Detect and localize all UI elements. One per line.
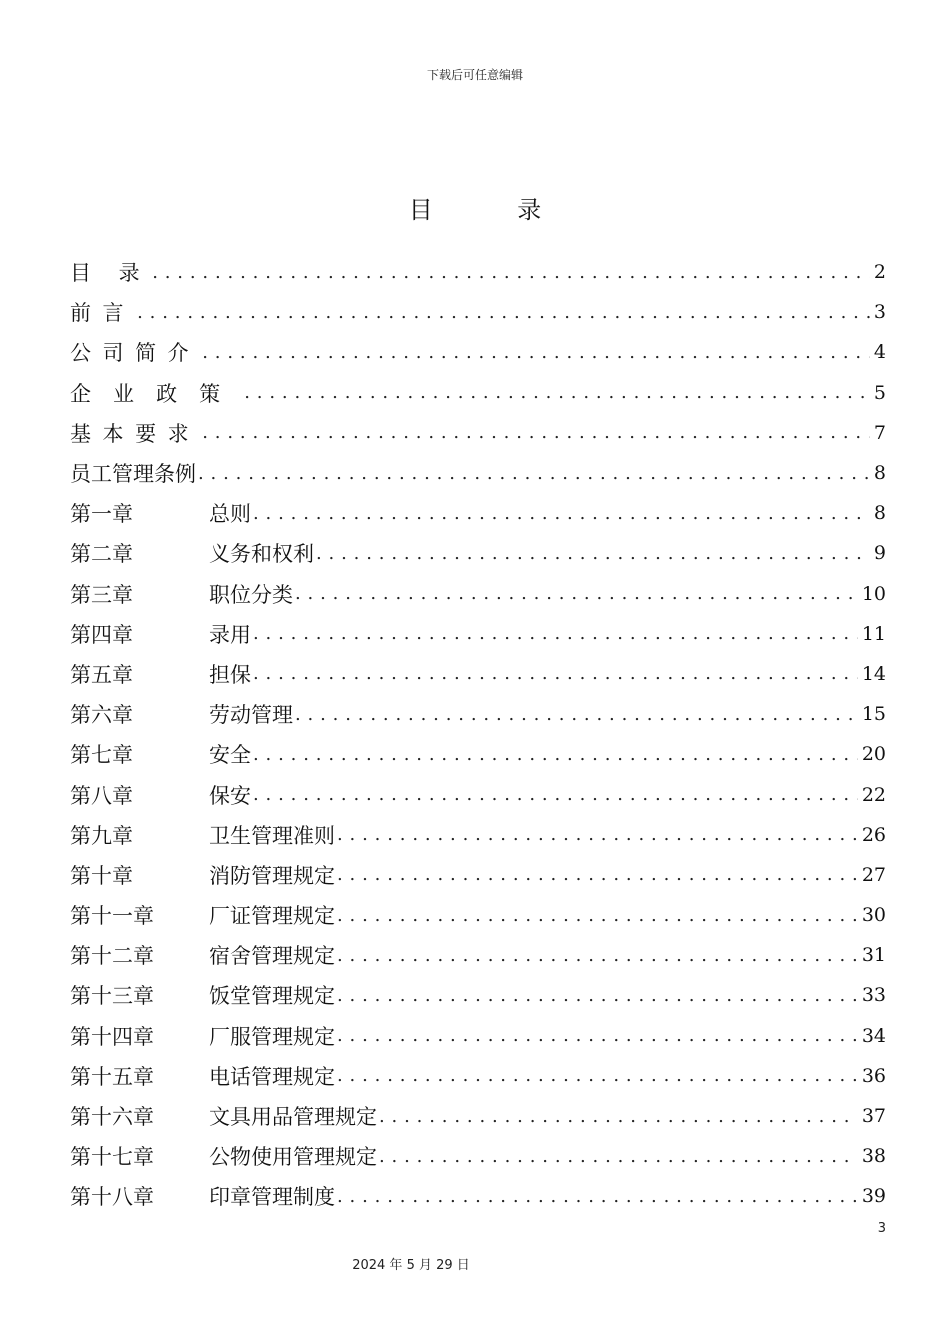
toc-leader-dots	[253, 663, 858, 684]
toc-entry-text	[70, 1141, 858, 1171]
toc-chapter-number: 第十一章	[70, 904, 154, 929]
toc-entry-title: 员工管理条例	[70, 462, 196, 487]
toc-entry[interactable]	[70, 614, 886, 654]
toc-entry-text	[70, 1101, 858, 1131]
toc-chapter-number: 第二章	[70, 542, 133, 567]
footer-date: 2024 年 5 月 29 日	[352, 1258, 470, 1273]
toc-chapter-number: 第四章	[70, 622, 133, 647]
toc-page-number: 10	[861, 582, 886, 605]
toc-page-number: 37	[861, 1105, 886, 1128]
toc-leader-dots	[379, 1146, 858, 1167]
toc-leader-dots	[253, 623, 858, 644]
toc-page-number: 4	[873, 341, 886, 364]
toc-entry-title: 保安	[209, 783, 251, 808]
toc-chapter-number: 第五章	[70, 662, 133, 687]
toc-entry[interactable]	[70, 694, 886, 734]
toc-entry-title: 职位分类	[209, 582, 293, 607]
toc-chapter-number: 第十二章	[70, 944, 154, 969]
toc-entry[interactable]	[70, 493, 886, 533]
toc-page-number: 8	[873, 462, 886, 485]
toc-leader-dots	[337, 864, 858, 885]
toc-page-number: 15	[861, 703, 886, 726]
toc-entry[interactable]	[70, 1176, 886, 1216]
toc-leader-dots	[253, 784, 858, 805]
toc-leader-dots	[253, 503, 870, 524]
toc-entry-title: 总则	[209, 502, 251, 527]
toc-entry-text	[70, 980, 858, 1010]
toc-entry-text	[70, 739, 858, 769]
toc-page-number: 2	[873, 261, 886, 284]
toc-entry-text	[70, 1021, 858, 1051]
toc-leader-dots	[337, 945, 858, 966]
toc-entry-title: 录用	[209, 622, 251, 647]
toc-chapter-number: 第十四章	[70, 1024, 154, 1049]
toc-entry-text	[70, 418, 870, 448]
toc-leader-dots	[337, 1186, 858, 1207]
toc-leader-dots	[152, 262, 870, 283]
toc-leader-dots	[244, 382, 870, 403]
toc-entry[interactable]	[70, 975, 886, 1015]
toc-page-number: 31	[861, 944, 886, 967]
toc-chapter-number: 第八章	[70, 783, 133, 808]
toc-page-number: 33	[861, 984, 886, 1007]
toc-entry-text	[70, 900, 858, 930]
toc-entry-text	[70, 1181, 858, 1211]
toc-entry-title: 印章管理制度	[209, 1185, 335, 1210]
toc-leader-dots	[295, 583, 858, 604]
toc-entry-title: 文具用品管理规定	[209, 1105, 377, 1130]
toc-page-number: 27	[861, 863, 886, 886]
toc-entry-title: 厂服管理规定	[209, 1024, 335, 1049]
toc-page-number: 3	[873, 301, 886, 324]
toc-entry[interactable]	[70, 453, 886, 493]
toc-entry-title: 饭堂管理规定	[209, 984, 335, 1009]
toc-leader-dots	[379, 1106, 858, 1127]
toc-entry[interactable]	[70, 292, 886, 332]
header-note: 下载后可任意编辑	[426, 68, 523, 82]
toc-entry-text	[70, 780, 858, 810]
toc-chapter-number: 第十三章	[70, 984, 154, 1009]
toc-entry[interactable]	[70, 895, 886, 935]
toc-entry-title: 卫生管理准则	[209, 823, 335, 848]
toc-leader-dots	[337, 1025, 858, 1046]
toc-entry-title: 前言	[70, 301, 136, 326]
toc-entry[interactable]	[70, 774, 886, 814]
toc-entry-text	[70, 619, 858, 649]
toc-page-number: 36	[861, 1064, 886, 1087]
toc-leader-dots	[316, 543, 870, 564]
toc-chapter-number: 第十五章	[70, 1064, 154, 1089]
toc-entry[interactable]	[70, 413, 886, 453]
toc-entry-text	[70, 940, 858, 970]
toc-chapter-number: 第九章	[70, 823, 133, 848]
toc-entry-text	[70, 297, 870, 327]
toc-chapter-number: 第十七章	[70, 1145, 154, 1170]
toc-leader-dots	[137, 302, 870, 323]
toc-entry[interactable]	[70, 935, 886, 975]
toc-leader-dots	[337, 824, 858, 845]
toc-entry-title: 义务和权利	[209, 542, 314, 567]
toc-entry-text	[70, 860, 858, 890]
toc-entry-title: 公物使用管理规定	[209, 1145, 377, 1170]
toc-chapter-number: 第一章	[70, 502, 133, 527]
toc-entry-title: 企业政策	[70, 381, 243, 406]
toc-leader-dots	[337, 1065, 858, 1086]
toc-chapter-number: 第七章	[70, 743, 133, 768]
toc-entry-text	[70, 659, 858, 689]
toc-entry-text	[70, 498, 870, 528]
toc-entry-text	[70, 378, 870, 408]
toc-entry-text	[70, 579, 858, 609]
toc-page-number: 7	[873, 421, 886, 444]
toc-chapter-number: 第三章	[70, 582, 133, 607]
toc-page-number: 14	[861, 662, 886, 685]
toc-entry-title: 劳动管理	[209, 703, 293, 728]
toc-entry[interactable]	[70, 1136, 886, 1176]
toc-page-number: 5	[873, 381, 886, 404]
toc-page-number: 20	[861, 743, 886, 766]
toc-entry-text	[70, 538, 870, 568]
toc-leader-dots	[295, 704, 858, 725]
toc-entry[interactable]	[70, 1096, 886, 1136]
toc-chapter-number: 第十八章	[70, 1185, 154, 1210]
toc-page-number: 9	[873, 542, 886, 565]
toc-entry-title: 厂证管理规定	[209, 904, 335, 929]
toc-entry[interactable]	[70, 373, 886, 413]
toc-page-number: 38	[861, 1145, 886, 1168]
toc-list	[70, 252, 886, 1217]
toc-page-number: 39	[861, 1185, 886, 1208]
toc-page-number: 11	[861, 622, 886, 645]
toc-entry[interactable]	[70, 1016, 886, 1056]
toc-entry[interactable]	[70, 574, 886, 614]
toc-leader-dots	[198, 463, 870, 484]
toc-entry[interactable]	[70, 533, 886, 573]
toc-page-number: 8	[873, 502, 886, 525]
toc-chapter-number: 第十六章	[70, 1105, 154, 1130]
toc-entry[interactable]	[70, 734, 886, 774]
toc-entry-text	[70, 699, 858, 729]
toc-entry-title: 目 录	[70, 261, 151, 286]
toc-leader-dots	[337, 985, 858, 1006]
toc-entry[interactable]	[70, 332, 886, 372]
toc-entry-title: 公司简介	[70, 341, 201, 366]
toc-page-number: 34	[861, 1024, 886, 1047]
toc-entry-text	[70, 257, 870, 287]
toc-entry[interactable]	[70, 815, 886, 855]
toc-entry[interactable]	[70, 855, 886, 895]
toc-entry[interactable]	[70, 252, 886, 292]
toc-entry-title: 电话管理规定	[209, 1064, 335, 1089]
toc-chapter-number: 第十章	[70, 863, 133, 888]
toc-entry-text	[70, 458, 870, 488]
toc-page-number: 26	[861, 823, 886, 846]
toc-entry-text	[70, 1061, 858, 1091]
toc-page-number: 30	[861, 904, 886, 927]
toc-entry-title: 消防管理规定	[209, 863, 335, 888]
page-number: 3	[877, 1221, 886, 1236]
toc-leader-dots	[337, 905, 858, 926]
toc-leader-dots	[202, 422, 870, 443]
toc-entry-title: 安全	[209, 743, 251, 768]
toc-entry-text	[70, 820, 858, 850]
toc-leader-dots	[253, 744, 858, 765]
toc-leader-dots	[202, 342, 870, 363]
toc-title: 目 录	[408, 196, 580, 224]
toc-entry-text	[70, 337, 870, 367]
toc-chapter-number: 第六章	[70, 703, 133, 728]
toc-entry-title: 宿舍管理规定	[209, 944, 335, 969]
toc-entry[interactable]	[70, 1056, 886, 1096]
toc-page-number: 22	[861, 783, 886, 806]
toc-entry-title: 基本要求	[70, 421, 201, 446]
toc-entry-title: 担保	[209, 662, 251, 687]
toc-entry[interactable]	[70, 654, 886, 694]
